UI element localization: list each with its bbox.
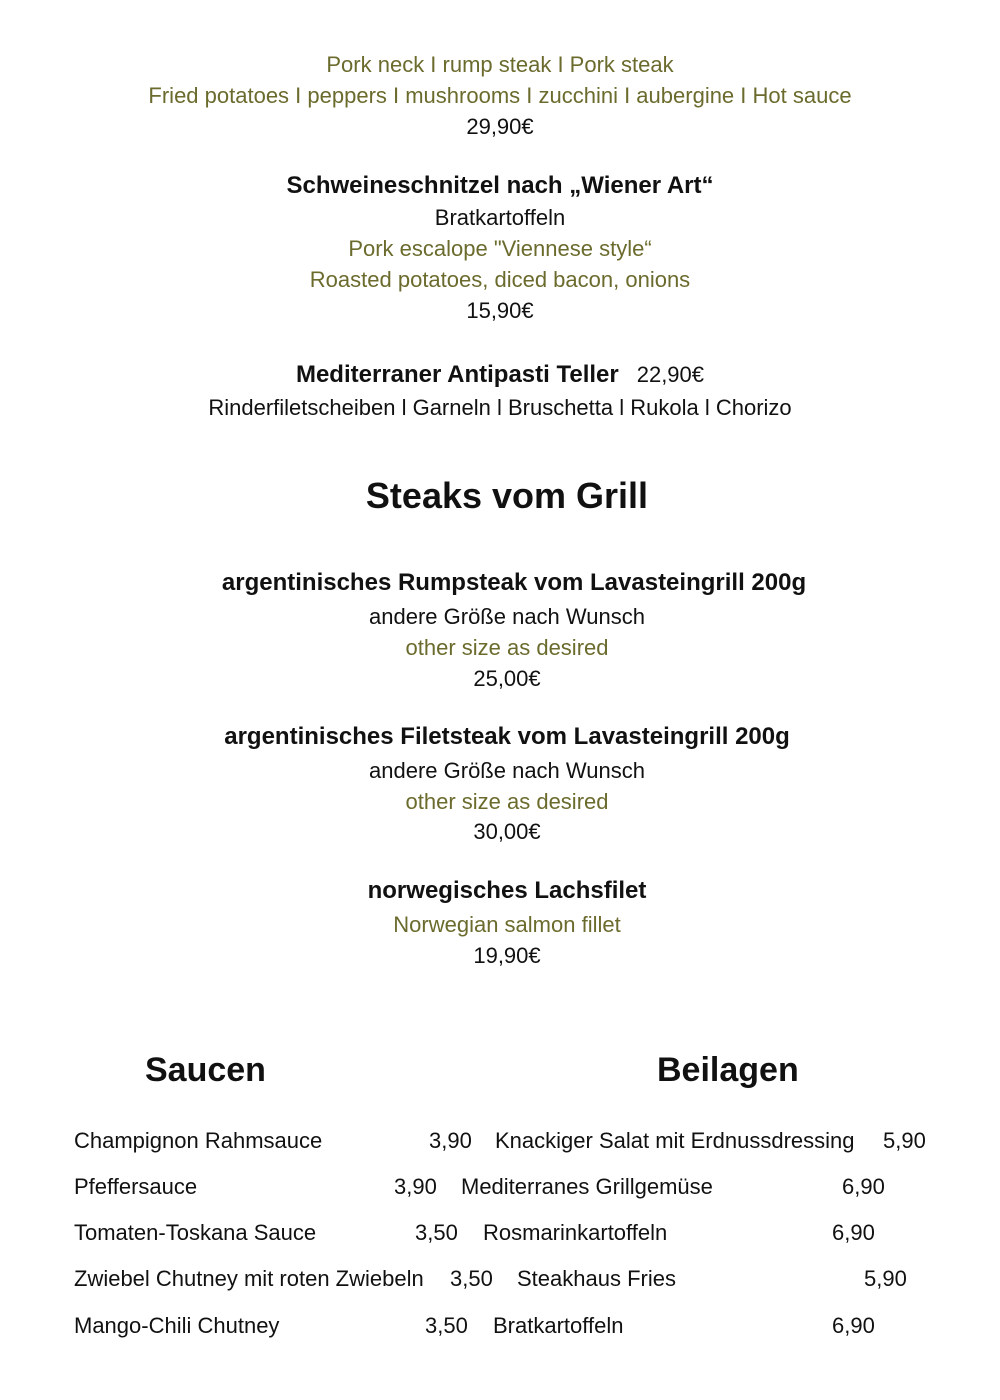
steaks-heading: Steaks vom Grill bbox=[365, 475, 649, 516]
steak-2-price: 30,00€ bbox=[473, 819, 541, 844]
schnitzel-name: Schweineschnitzel nach „Wiener Art“ bbox=[286, 172, 714, 199]
antipasti-desc: Rinderfiletscheiben l Garneln l Bruschetta l Rukola l Chorizo bbox=[208, 395, 792, 420]
sauce-5-name: Mango-Chili Chutney bbox=[74, 1313, 280, 1338]
steak-1-en-desc: other size as desired bbox=[405, 635, 609, 660]
sauce-4-name: Zwiebel Chutney mit roten Zwiebeln bbox=[74, 1266, 424, 1291]
side-3-name: Rosmarinkartoffeln bbox=[483, 1220, 668, 1245]
side-2-price: 6,90 bbox=[842, 1174, 885, 1199]
top-dish-price: 29,90€ bbox=[466, 114, 534, 139]
side-1-name: Knackiger Salat mit Erdnussdressing bbox=[495, 1128, 855, 1153]
schnitzel-desc: Bratkartoffeln bbox=[434, 205, 566, 230]
steak-2-en-desc: other size as desired bbox=[405, 789, 609, 814]
steak-2-desc: andere Größe nach Wunsch bbox=[369, 758, 645, 783]
steak-1-desc: andere Größe nach Wunsch bbox=[369, 604, 645, 629]
side-2-name: Mediterranes Grillgemüse bbox=[461, 1174, 713, 1199]
side-5-price: 6,90 bbox=[832, 1313, 875, 1338]
antipasti-name: Mediterraner Antipasti Teller bbox=[295, 361, 619, 388]
sauce-2-price: 3,90 bbox=[394, 1174, 437, 1199]
sauce-3-price: 3,50 bbox=[415, 1220, 458, 1245]
side-4-price: 5,90 bbox=[864, 1266, 907, 1291]
sauce-4-price: 3,50 bbox=[450, 1266, 493, 1291]
schnitzel-price: 15,90€ bbox=[466, 298, 534, 323]
schnitzel-en-name: Pork escalope "Viennese style“ bbox=[348, 236, 652, 261]
side-3-price: 6,90 bbox=[832, 1220, 875, 1245]
sauce-1-name: Champignon Rahmsauce bbox=[74, 1128, 323, 1153]
steak-3-price: 19,90€ bbox=[473, 943, 541, 968]
side-1-price: 5,90 bbox=[883, 1128, 926, 1153]
top-dish-en-name: Pork neck I rump steak I Pork steak bbox=[326, 52, 674, 77]
side-5-name: Bratkartoffeln bbox=[493, 1313, 624, 1338]
sauce-3-name: Tomaten-Toskana Sauce bbox=[74, 1220, 317, 1245]
side-4-name: Steakhaus Fries bbox=[517, 1266, 676, 1291]
sauce-1-price: 3,90 bbox=[429, 1128, 472, 1153]
schnitzel-en-desc: Roasted potatoes, diced bacon, onions bbox=[309, 267, 691, 292]
top-dish-en-desc: Fried potatoes I peppers I mushrooms I zucchini I aubergine I Hot sauce bbox=[148, 83, 852, 108]
sides-heading: Beilagen bbox=[657, 1051, 799, 1089]
steak-3-name: norwegisches Lachsfilet bbox=[367, 877, 647, 904]
sauce-2-name: Pfeffersauce bbox=[74, 1174, 198, 1199]
steak-1-price: 25,00€ bbox=[473, 666, 541, 691]
antipasti-header bbox=[0, 361, 1000, 389]
steak-3-en-desc: Norwegian salmon fillet bbox=[393, 912, 621, 937]
steak-2-name: argentinisches Filetsteak vom Lavasteingrill 200g bbox=[224, 723, 790, 750]
steak-1-name: argentinisches Rumpsteak vom Lavasteingrill 200g bbox=[221, 569, 807, 596]
sauces-heading: Saucen bbox=[145, 1051, 266, 1089]
antipasti-price: 22,90€ bbox=[636, 362, 705, 387]
sauce-5-price: 3,50 bbox=[425, 1313, 468, 1338]
